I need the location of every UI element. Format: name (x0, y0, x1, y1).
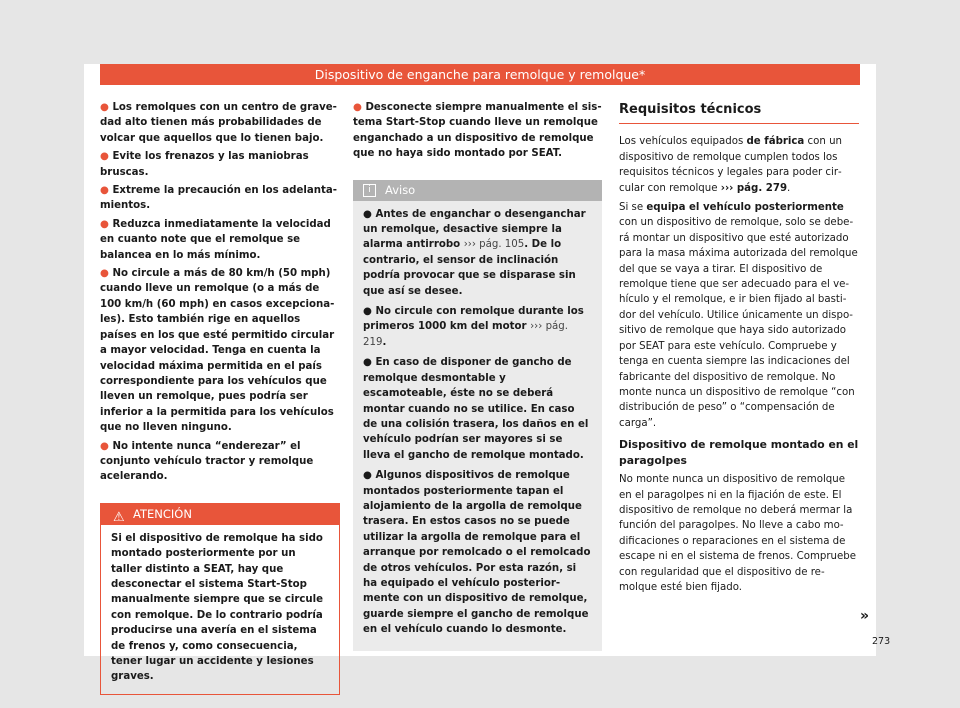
paragraph: No monte nunca un dispositivo de remolque en el paragolpes ni en la fijación de este. El dispositivo de remolque no deberá mermar la función del paragolpes. No lleve a cabo modificaciones o reparaciones en el sistema de escape ni en el sistema de frenos. Compruebe con regularidad que el dispositivo de remolque esté bien fijado. (619, 474, 856, 593)
subsection-heading: Dispositivo de remolque montado en el paragolpes (619, 438, 859, 468)
list-item: ● Reduzca inmediatamente la velocidad en cuanto note que el remolque se balancea en lo más mínimo. (100, 218, 331, 261)
list-item: ● No circule a más de 80 km/h (50 mph) cuando lleve un remolque (o a más de 100 km/h (60 mph) en casos excepcionales). Esto también rige en aquellos países en los que esté permitido circular a mayor velocidad. Tenga en cuenta la velocidad máxima permitida en el país correspondiente para los vehículos que lleven un remolque, pues podría ser inferior a la permitida para los vehículos que no lleven ninguno. (100, 268, 335, 434)
bullet-icon: ● (100, 268, 109, 280)
bullet-list (100, 100, 340, 485)
note-box (353, 180, 602, 651)
section-title: Requisitos técnicos (619, 100, 859, 124)
info-icon: i (363, 184, 376, 197)
list-item: ● Desconecte siempre manualmente el sistema Start-Stop cuando lleve un remolque enganchado a un dispositivo de remolque que no haya sido montado por SEAT. (353, 102, 602, 160)
bullet-icon: ● (100, 440, 109, 452)
bullet-icon: ● (100, 151, 109, 163)
note-item: ● Algunos dispositivos de remolque montados posteriormente tapan el alojamiento de la argolla de remolque trasera. En estos casos no se puede utilizar la argolla de remolque para el arranque por remolcado o el remolcado de otros vehículos. Por esta razón, si ha equipado el vehículo posteriormente con un dispositivo de remolque, guarde siempre el gancho de remolque en el vehículo cuando lo desmonte. (363, 470, 591, 636)
column-right (619, 100, 859, 599)
list-item: ● No intente nunca “enderezar” el conjunto vehículo tractor y remolque acelerando. (100, 440, 314, 483)
bullet-icon: ● (100, 102, 109, 113)
page-reference-link[interactable]: ››› pág. 219 (363, 321, 568, 348)
warning-text: Si el dispositivo de remolque ha sido montado posteriormente por un taller distinto a SEAT, hay que desconectar el sistema Start-Stop manualmente siempre que se circule con remolque. De lo contrario podría producirse una avería en el sistema de frenos y, como consecuencia, tener lugar un accidente y lesiones graves. (111, 532, 324, 683)
note-item: ● En caso de disponer de gancho de remolque desmontable y escamoteable, éste no se deberá montar cuando no se utilice. En caso de una colisión trasera, los daños en el vehículo podrían ser mayores si se lleva el gancho de remolque montado. (363, 357, 589, 461)
column-left (100, 100, 340, 695)
page-reference-link[interactable]: ››› pág. 105 (463, 239, 525, 251)
paragraph: Los vehículos equipados de fábrica con un dispositivo de remolque cumplen todos los requisitos técnicos y legales para poder circular con remolque ››› pág. 279. (619, 136, 842, 194)
list-item: ● Los remolques con un centro de gravedad alto tienen más probabilidades de volcar que aquellos que lo tienen bajo. (100, 102, 337, 144)
note-item: ● Antes de enganchar o desenganchar un remolque, desactive siempre la alarma antirrobo ››› pág. 105. De lo contrario, el sensor de inclinación podría provocar que se disparase sin que así se desee. (363, 208, 586, 297)
note-item: ● No circule con remolque durante los primeros 1000 km del motor ››› pág. 219. (363, 306, 584, 348)
list-item: ● Evite los frenazos y las maniobras bruscas. (100, 151, 309, 178)
manual-page (84, 64, 891, 683)
bullet-icon: ● (353, 102, 362, 113)
warning-triangle-icon: ⚠ (113, 509, 125, 525)
list-item: ● Extreme la precaución en los adelantamientos. (100, 185, 337, 212)
page-reference-link[interactable]: ››› pág. 279 (720, 182, 788, 194)
column-middle (353, 100, 602, 651)
note-title: Aviso (385, 182, 416, 197)
warning-title: ATENCIÓN (133, 506, 192, 521)
continue-icon: » (860, 608, 870, 624)
page-header: Dispositivo de enganche para remolque y remolque* (100, 64, 860, 85)
warning-box (100, 503, 340, 695)
page-number: 273 (872, 636, 891, 647)
bullet-icon: ● (100, 218, 109, 230)
paragraph: Si se equipa el vehículo posteriormente con un dispositivo de remolque, solo se deberá montar un dispositivo que esté autorizado para la masa máxima autorizada del remolque del que se vaya a tirar. El dispositivo de remolque tiene que ser adecuado para el vehículo y el remolque, e ir bien fijado al bastidor del vehículo. Utilice únicamente un dispositivo de remolque que haya sido autorizado por SEAT para este vehículo. Compruebe y tenga en cuenta siempre las indicaciones del fabricante del dispositivo de remolque. No monte nunca un dispositivo de remolque “con distribución de peso” o “compensación de carga”. (619, 202, 858, 429)
bullet-icon: ● (100, 185, 109, 197)
